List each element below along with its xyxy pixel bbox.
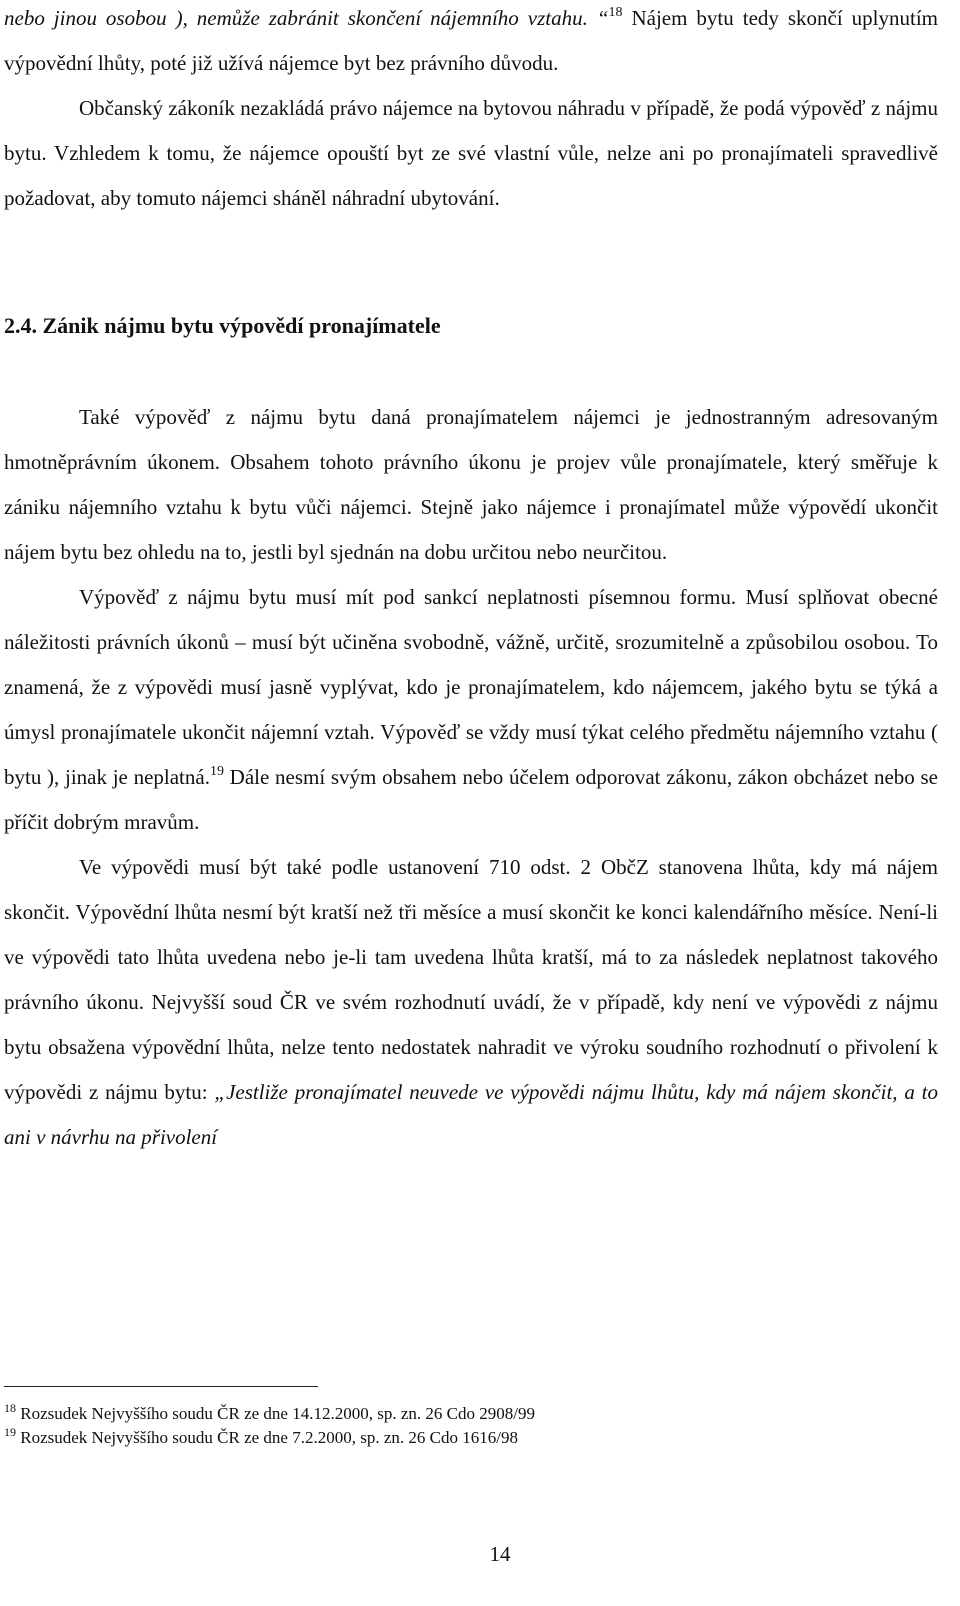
paragraph-text: Ve výpovědi musí být také podle ustanovení 710 odst. 2 ObčZ stanovena lhůta, kdy má nájem skončit. Výpovědní lhůta nesmí být kratší než tři měsíce a musí skončit ke konci kalendářního měsíce. Není-li ve výpovědi tato lhůta uvedena nebo je-li tam uvedena lhůta kratší, má to za následek neplatnost takového právního úkonu. Nejvyšší soud ČR ve svém rozhodnutí uvádí, že v případě, kdy není ve výpovědi z nájmu bytu obsažena výpovědní lhůta, nelze tento nedostatek nahradit ve výroku soudního rozhodnutí o přivolení k výpovědi z nájmu bytu: [4,855,938,1104]
quote-end-text: nebo jinou osobou ), nemůže zabránit skončení nájemního vztahu. “ [4,6,609,30]
footnote-19 [4,1426,938,1450]
paragraph-bytova-nahrada: Občanský zákoník nezakládá právo nájemce na bytovou náhradu v případě, že podá výpověď z nájmu bytu. Vzhledem k tomu, že nájemce opouští byt ze své vlastní vůle, nelze ani po pronajímateli spravedlivě požadovat, aby tomuto nájemci sháněl náhradní ubytování. [4,96,938,210]
paragraph-vypoved-pronajimatele: Také výpověď z nájmu bytu daná pronajímatelem nájemci je jednostranným adresovaným hmotněprávním úkonem. Obsahem tohoto právního úkonu je projev vůle pronajímatele, který směřuje k zániku nájemního vztahu k bytu vůči nájemci. Stejně jako nájemce i pronajímatel může výpovědí ukončit nájem bytu bez ohledu na to, jestli byl sjednán na dobu určitou nebo neurčitou. [4,405,938,564]
footnote-separator [4,1386,318,1387]
footnote-text: Rozsudek Nejvyššího soudu ČR ze dne 14.12.2000, sp. zn. 26 Cdo 2908/99 [20,1404,535,1423]
document-page [4,0,938,1606]
footnote-ref-19: 19 [209,764,224,779]
paragraph-text: Výpověď z nájmu bytu musí mít pod sankcí neplatnosti písemnou formu. Musí splňovat obecné náležitosti právních úkonů – musí být učiněna svobodně, vážně, určitě, srozumitelně a způsobilou osobou. To znamená, že z výpovědi musí jasně vyplývat, kdo je pronajímatelem, kdo nájemcem, jakého bytu se týká a úmysl pronajímatele ukončit nájemní vztah. Výpověď se vždy musí týkat celého předmětu nájemního vztahu ( bytu ), jinak je neplatná. [4,585,938,789]
paragraph-text: Nájem bytu tedy skončí uplynutím výpovědní lhůty, poté již užívá nájemce byt bez právního důvodu. [4,6,938,75]
footnote-text: Rozsudek Nejvyššího soudu ČR ze dne 7.2.2000, sp. zn. 26 Cdo 1616/98 [20,1428,518,1447]
paragraph-continuation [4,0,938,86]
paragraph-text-after: Dále nesmí svým obsahem nebo účelem odporovat zákonu, zákon obcházet nebo se příčit dobrým mravům. [4,765,938,834]
footnote-number: 19 [4,1425,16,1439]
quote-text: „Jestliže pronajímatel neuvede ve výpovědi nájmu lhůtu, kdy má nájem skončit, a to ani v návrhu na přivolení [4,1080,938,1149]
footnotes [4,1402,938,1450]
paragraph-pisemna-forma [4,575,938,845]
page-number: 14 [489,1542,511,1566]
footnote-ref-18: 18 [608,5,623,20]
footnote-18 [4,1402,938,1426]
footnote-number: 18 [4,1401,16,1415]
paragraph-vypovedni-lhuta [4,845,938,1160]
section-heading: 2.4. Zánik nájmu bytu výpovědí pronajímatele [4,313,441,338]
